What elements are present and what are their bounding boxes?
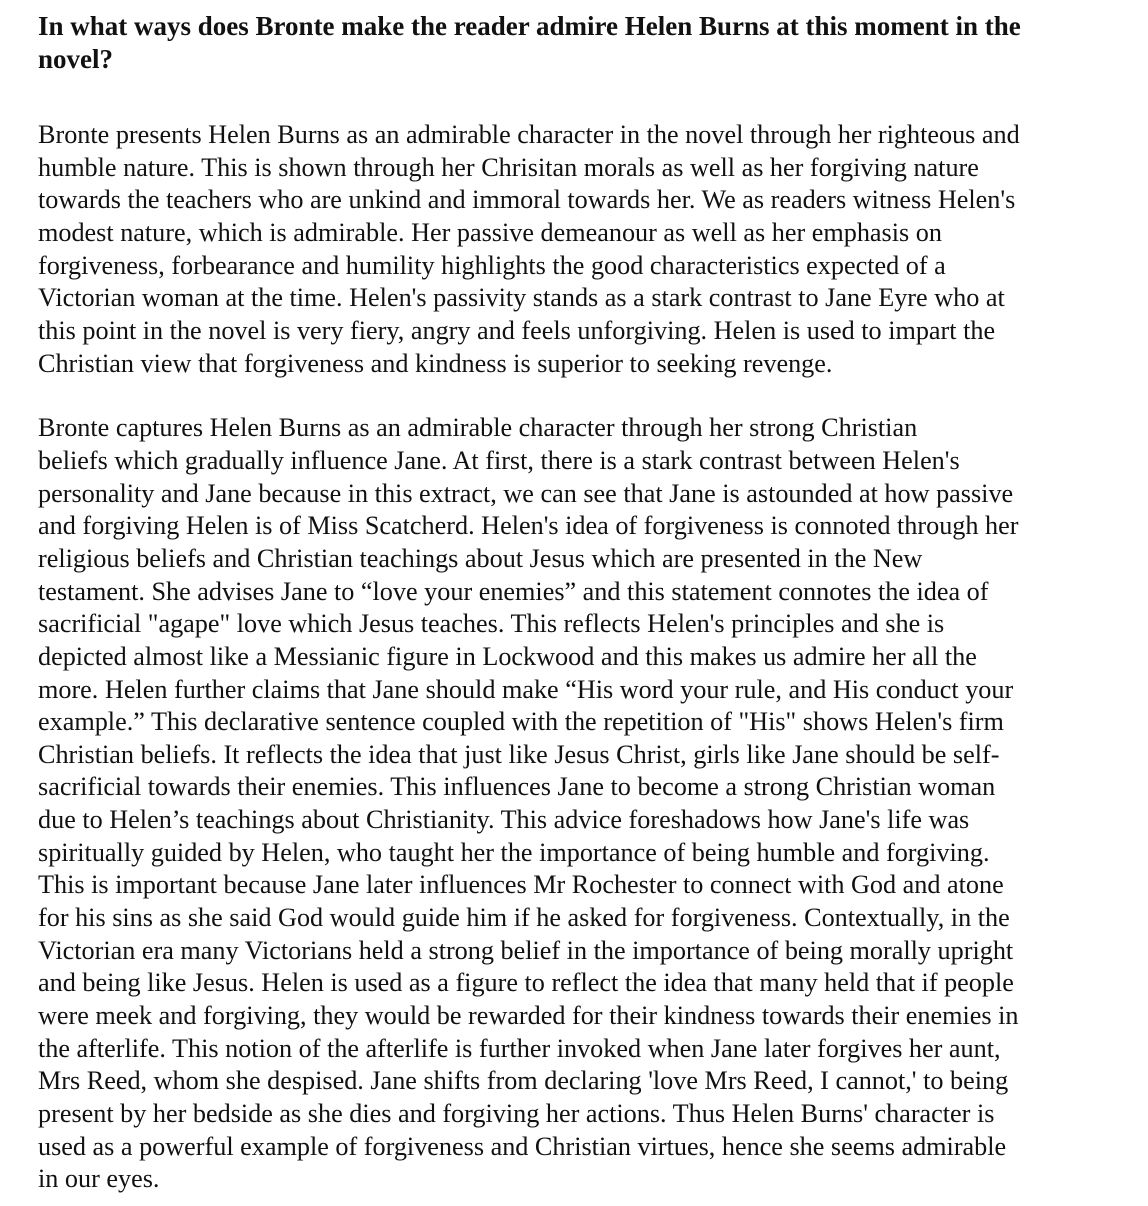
text-line: personality and Jane because in this extract, we can see that Jane is astounded at how passive: [38, 478, 1014, 508]
text-line: beliefs which gradually influence Jane. At first, there is a stark contrast between Helen's: [38, 445, 960, 475]
text-line: towards the teachers who are unkind and immoral towards her. We as readers witness Helen's: [38, 185, 1016, 215]
text-line: for his sins as she said God would guide him if he asked for forgiveness. Contextually, in the: [38, 903, 1010, 933]
text-line: the afterlife. This notion of the afterlife is further invoked when Jane later forgives her aunt,: [38, 1033, 1001, 1063]
text-line: and being like Jesus. Helen is used as a figure to reflect the idea that many held that if people: [38, 968, 1014, 998]
text-line: Christian beliefs. It reflects the idea that just like Jesus Christ, girls like Jane should be self-: [38, 739, 1000, 769]
text-line: Victorian era many Victorians held a strong belief in the importance of being morally upright: [38, 935, 1014, 965]
question-line: In what ways does Bronte make the reader admire Helen Burns at this moment in the: [38, 11, 1021, 41]
text-line: sacrificial towards their enemies. This influences Jane to become a strong Christian woman: [38, 772, 996, 802]
text-line: Bronte presents Helen Burns as an admirable character in the novel through her righteous and: [38, 120, 1020, 149]
text-line: modest nature, which is admirable. Her passive demeanour as well as her emphasis on: [38, 217, 942, 247]
text-line: Christian view that forgiveness and kindness is superior to seeking revenge.: [38, 348, 833, 378]
text-line: testament. She advises Jane to “love your enemies” and this statement connotes the idea of: [38, 576, 989, 606]
essay-question: [38, 10, 1114, 76]
text-line: more. Helen further claims that Jane should make “His word your rule, and His conduct your: [38, 674, 1014, 704]
text-line: example.” This declarative sentence coupled with the repetition of "His" shows Helen's firm: [38, 707, 1004, 737]
text-line: Bronte captures Helen Burns as an admirable character through her strong Christian: [38, 413, 918, 443]
question-line: novel?: [38, 44, 114, 74]
text-line: used as a powerful example of forgiveness and Christian virtues, hence she seems admirable: [38, 1131, 1007, 1161]
text-line: were meek and forgiving, they would be rewarded for their kindness towards their enemies in: [38, 1001, 1019, 1031]
text-line: depicted almost like a Messianic figure in Lockwood and this makes us admire her all the: [38, 641, 977, 671]
text-line: sacrificial "agape" love which Jesus teaches. This reflects Helen's principles and she is: [38, 609, 945, 639]
text-line: humble nature. This is shown through her Chrisitan morals as well as her forgiving nature: [38, 152, 979, 182]
document-page: [38, 10, 1114, 1196]
paragraph-1: [38, 119, 1114, 380]
text-line: in our eyes.: [38, 1164, 160, 1194]
text-line: present by her bedside as she dies and forgiving her actions. Thus Helen Burns' character is: [38, 1099, 995, 1129]
text-line: religious beliefs and Christian teachings about Jesus which are presented in the New: [38, 543, 923, 573]
text-line: Mrs Reed, whom she despised. Jane shifts from declaring 'love Mrs Reed, I cannot,' to being: [38, 1066, 1009, 1096]
paragraph-2: [38, 412, 1114, 1196]
text-line: Victorian woman at the time. Helen's passivity stands as a stark contrast to Jane Eyre who at: [38, 283, 1005, 313]
text-line: spiritually guided by Helen, who taught her the importance of being humble and forgiving.: [38, 837, 990, 867]
text-line: forgiveness, forbearance and humility highlights the good characteristics expected of a: [38, 250, 946, 280]
text-line: and forgiving Helen is of Miss Scatcherd. Helen's idea of forgiveness is connoted through her: [38, 511, 1019, 541]
text-line: This is important because Jane later influences Mr Rochester to connect with God and atone: [38, 870, 1004, 900]
text-line: due to Helen’s teachings about Christianity. This advice foreshadows how Jane's life was: [38, 805, 970, 835]
text-line: this point in the novel is very fiery, angry and feels unforgiving. Helen is used to impart the: [38, 315, 996, 345]
